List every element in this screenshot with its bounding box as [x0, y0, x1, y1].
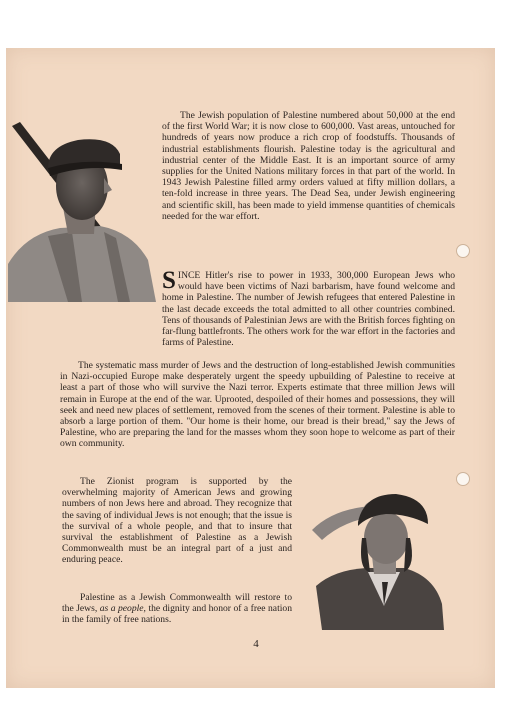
saluting-woman-photo: [304, 486, 446, 630]
paragraph-zionist-program-text: The Zionist program is supported by the overwhelming majority of American Jews and growing numbers of non Jews here and abroad. They recognize that the saving of individual Jews is not enough; that the issue is the survival of a whole people, and that to insure that survival the establishment of Palestine as a Jewish Commonwealth must be an integral part of a just and enduring peace.: [62, 476, 292, 566]
paragraph-population: [162, 110, 455, 222]
paragraph-commonwealth-text-a: Palestine as a Jewish Commonwealth will restore to the Jews,: [62, 592, 292, 615]
paragraph-mass-murder: [60, 360, 455, 450]
paragraph-commonwealth: [62, 592, 292, 626]
paragraph-zionist-program: [62, 476, 292, 566]
binder-hole-top: [456, 244, 470, 258]
paragraph-mass-murder-text: The systematic mass murder of Jews and the destruction of long-established Jewish communities in Nazi-occupied Europe make desperately urgent the speedy upbuilding of Palestine to receive at least a part of those who will survive the Nazi terror. Experts estimate that three million Jews will remain in Europe at the end of the war. Uprooted, despoiled of their homes and possessions, they will seek and need new places of settlement, removed from the scenes of their torment. Palestine is able to absorb a large portion of them. "Our home is their home, our bread is their bread," say the Jews of Palestine, who are preparing the land for the masses whom they soon hope to welcome as part of their own community.: [60, 360, 455, 450]
drop-cap: S: [162, 267, 176, 294]
paragraph-population-text: The Jewish population of Palestine numbered about 50,000 at the end of the first World War; it is now close to 600,000. Vast areas, untouched for hundreds of years now produce a rich crop of foodstuffs. Thousands of industrial establishments flourish. Palestine today is the agricultural and industrial center of the Middle East. It is an important source of army supplies for the United Nations military forces in that part of the world. In 1943 Jewish Palestine filled army orders valued at fifty million dollars, a ten-fold increase in three years. The Dead Sea, under Jewish engineering and scientific skill, has been made to yield immense quantities of chemicals needed for the war effort.: [162, 110, 455, 222]
paragraph-commonwealth-text-b: the dignity and honor of a free nation in the family of free nations.: [62, 603, 292, 626]
paragraph-refugees-text: INCE Hitler's rise to power in 1933, 300,000 European Jews who would have been victims of Nazi barbarism, have found welcome and home in Palestine. The number of Jewish refugees that entered Palestine in the last decade exceeds the total admitted to all other countries combined. Tens of thousands of Palestinian Jews are with the British forces fighting on far-flung battlefronts. The others work for the war effort in the factories and farms of Palestine.: [162, 270, 455, 349]
binder-hole-bottom: [456, 472, 470, 486]
paragraph-commonwealth-italic: as a people,: [99, 603, 146, 615]
page-number: 4: [253, 638, 259, 650]
paragraph-refugees: [60, 267, 455, 349]
document-page: [6, 48, 495, 688]
